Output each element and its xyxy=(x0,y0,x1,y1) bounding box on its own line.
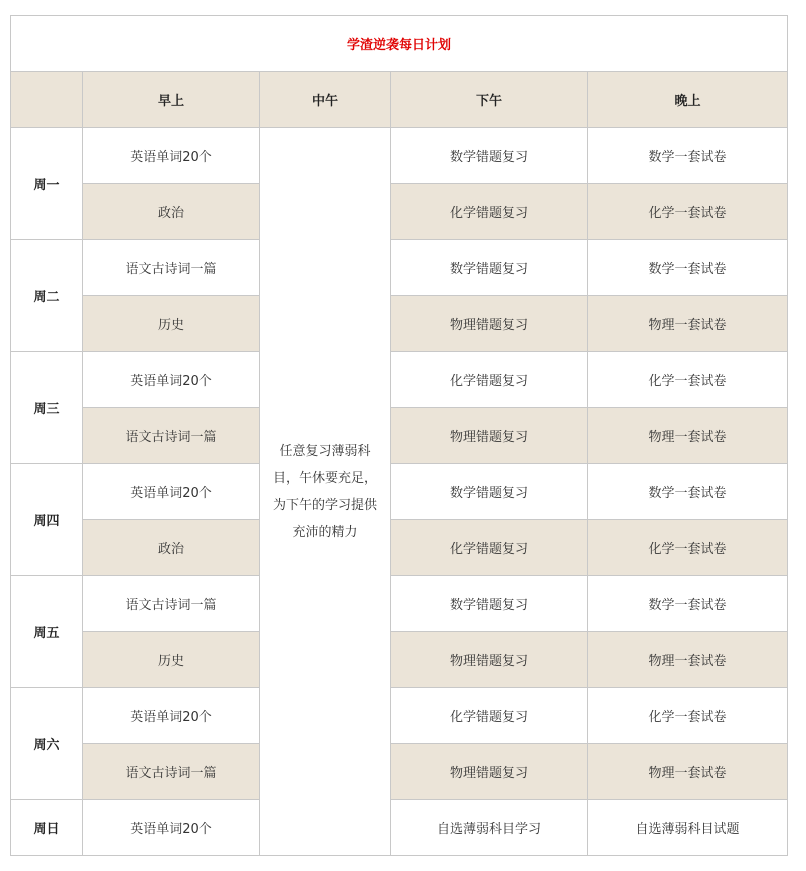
table-row xyxy=(11,632,788,688)
table-row xyxy=(11,520,788,576)
table-row xyxy=(11,800,788,856)
day-label: 周五 xyxy=(11,576,83,688)
day-label: 周六 xyxy=(11,688,83,800)
morning-cell: 英语单词20个 xyxy=(83,800,260,856)
table-row xyxy=(11,744,788,800)
evening-cell: 化学一套试卷 xyxy=(588,688,788,744)
morning-cell: 历史 xyxy=(83,632,260,688)
day-label: 周四 xyxy=(11,464,83,576)
table-row xyxy=(11,128,788,184)
afternoon-cell: 自选薄弱科目学习 xyxy=(391,800,588,856)
morning-cell: 英语单词20个 xyxy=(83,128,260,184)
afternoon-cell: 物理错题复习 xyxy=(391,296,588,352)
morning-cell: 英语单词20个 xyxy=(83,464,260,520)
table-row xyxy=(11,296,788,352)
afternoon-cell: 数学错题复习 xyxy=(391,576,588,632)
afternoon-cell: 数学错题复习 xyxy=(391,240,588,296)
evening-cell: 数学一套试卷 xyxy=(588,464,788,520)
table-row xyxy=(11,352,788,408)
table-row xyxy=(11,408,788,464)
table-row xyxy=(11,240,788,296)
noon-cell xyxy=(260,128,391,856)
morning-cell: 语文古诗词一篇 xyxy=(83,408,260,464)
daily-plan-table xyxy=(10,15,788,856)
afternoon-cell: 物理错题复习 xyxy=(391,744,588,800)
header-noon: 中午 xyxy=(260,72,391,128)
evening-cell: 化学一套试卷 xyxy=(588,520,788,576)
noon-text: 任意复习薄弱科目，午休要充足，为下午的学习提供充沛的精力 xyxy=(273,443,378,540)
evening-cell: 化学一套试卷 xyxy=(588,184,788,240)
morning-cell: 英语单词20个 xyxy=(83,688,260,744)
afternoon-cell: 物理错题复习 xyxy=(391,632,588,688)
afternoon-cell: 化学错题复习 xyxy=(391,520,588,576)
afternoon-cell: 数学错题复习 xyxy=(391,464,588,520)
evening-cell: 化学一套试卷 xyxy=(588,352,788,408)
header-afternoon: 下午 xyxy=(391,72,588,128)
evening-cell: 物理一套试卷 xyxy=(588,296,788,352)
morning-cell: 政治 xyxy=(83,520,260,576)
evening-cell: 物理一套试卷 xyxy=(588,408,788,464)
table-row xyxy=(11,688,788,744)
header-morning: 早上 xyxy=(83,72,260,128)
day-label: 周二 xyxy=(11,240,83,352)
evening-cell: 数学一套试卷 xyxy=(588,240,788,296)
morning-cell: 英语单词20个 xyxy=(83,352,260,408)
day-label: 周一 xyxy=(11,128,83,240)
morning-cell: 语文古诗词一篇 xyxy=(83,240,260,296)
afternoon-cell: 化学错题复习 xyxy=(391,688,588,744)
morning-cell: 语文古诗词一篇 xyxy=(83,744,260,800)
afternoon-cell: 化学错题复习 xyxy=(391,352,588,408)
morning-cell: 政治 xyxy=(83,184,260,240)
afternoon-cell: 数学错题复习 xyxy=(391,128,588,184)
afternoon-cell: 化学错题复习 xyxy=(391,184,588,240)
day-label: 周三 xyxy=(11,352,83,464)
evening-cell: 物理一套试卷 xyxy=(588,744,788,800)
header-blank xyxy=(11,72,83,128)
morning-cell: 语文古诗词一篇 xyxy=(83,576,260,632)
table-row xyxy=(11,184,788,240)
evening-cell: 数学一套试卷 xyxy=(588,128,788,184)
evening-cell: 数学一套试卷 xyxy=(588,576,788,632)
day-label: 周日 xyxy=(11,800,83,856)
evening-cell: 自选薄弱科目试题 xyxy=(588,800,788,856)
morning-cell: 历史 xyxy=(83,296,260,352)
afternoon-cell: 物理错题复习 xyxy=(391,408,588,464)
table-row xyxy=(11,576,788,632)
evening-cell: 物理一套试卷 xyxy=(588,632,788,688)
table-row xyxy=(11,464,788,520)
header-evening: 晚上 xyxy=(588,72,788,128)
table-title: 学渣逆袭每日计划 xyxy=(11,16,788,72)
